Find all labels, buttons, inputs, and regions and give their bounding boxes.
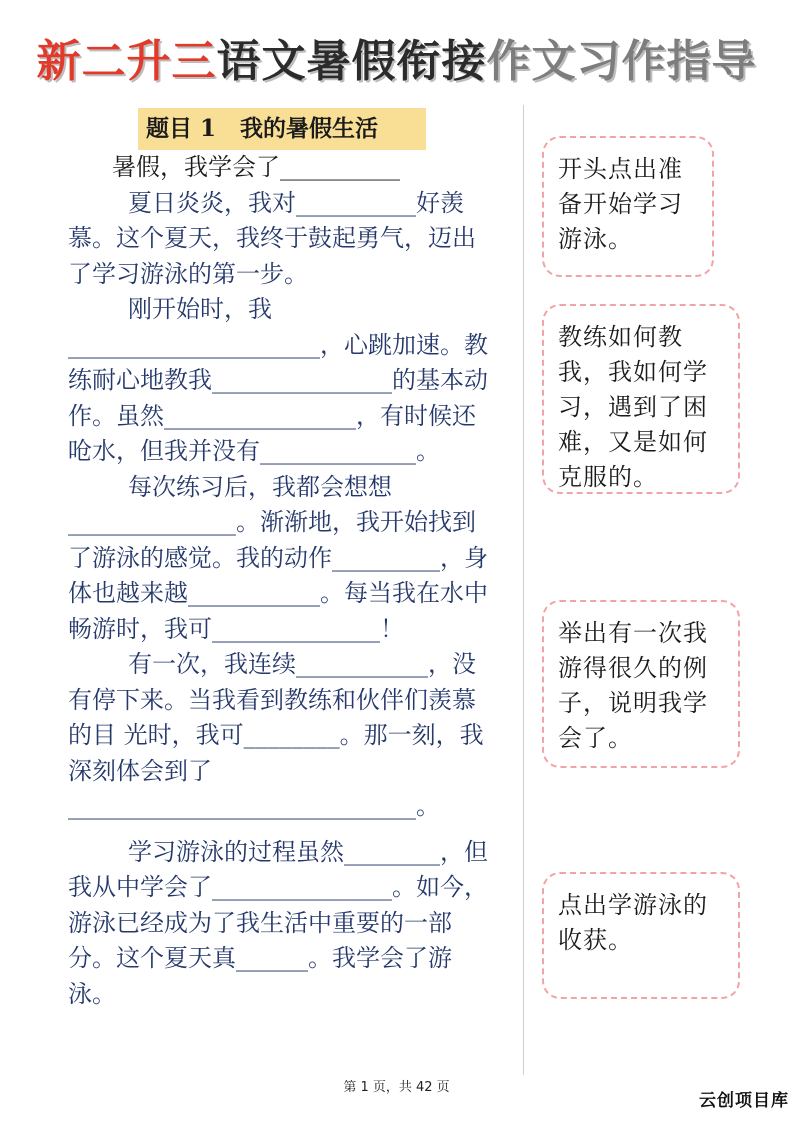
- essay-paragraph-2: 刚开始时，我_____________________，心跳加速。教练耐心地教我_______________的基本动作。虽然________________，有时候还呛水，但我并没有_____________。: [68, 295, 488, 465]
- essay-paragraph-1: 夏日炎炎，我对__________好羡慕。这个夏天，我终于鼓起勇气，迈出了学习游泳的第一步。: [68, 188, 476, 288]
- topic-heading: 题目 1 我的暑假生活: [138, 108, 426, 150]
- title-part-dark: 语文暑假衔接: [216, 36, 487, 87]
- title-part-gray: 作文习作指导: [486, 36, 757, 87]
- watermark-label: 云创项目库: [699, 1091, 789, 1111]
- page-title: [0, 36, 793, 87]
- essay-first-line: 暑假，我学会了__________: [112, 153, 400, 181]
- guide-note-learning: 教练如何教我，我如何学习，遇到了困难，又是如何克服的。: [542, 304, 740, 494]
- essay-body: [68, 150, 498, 1012]
- essay-paragraph-5: 学习游泳的过程虽然________，但我从中学会了_______________。如今，游泳已经成为了我生活中重要的一部分。这个夏天真______。我学会了游泳。: [68, 837, 488, 1008]
- essay-paragraph-4: 有一次，我连续___________，没有停下来。当我看到教练和伙伴们羡慕的目 光时，我可________。那一刻，我深刻体会到了_____________________________。: [68, 650, 484, 820]
- page-footer: 第 1 页，共 42 页: [343, 1080, 450, 1095]
- column-divider: [523, 105, 524, 1075]
- essay-paragraph-3: 每次练习后，我都会想想______________。渐渐地，我开始找到了游泳的感觉。我的动作_________，身体也越来越___________。每当我在水中畅游时，我可______________！: [68, 472, 488, 643]
- guide-note-example: 举出有一次我游得很久的例子，说明我学会了。: [542, 600, 740, 768]
- guide-note-gain: 点出学游泳的收获。: [542, 872, 740, 999]
- guide-note-opening: 开头点出准备开始学习游泳。: [542, 136, 714, 277]
- title-part-red: 新二升三: [36, 36, 217, 87]
